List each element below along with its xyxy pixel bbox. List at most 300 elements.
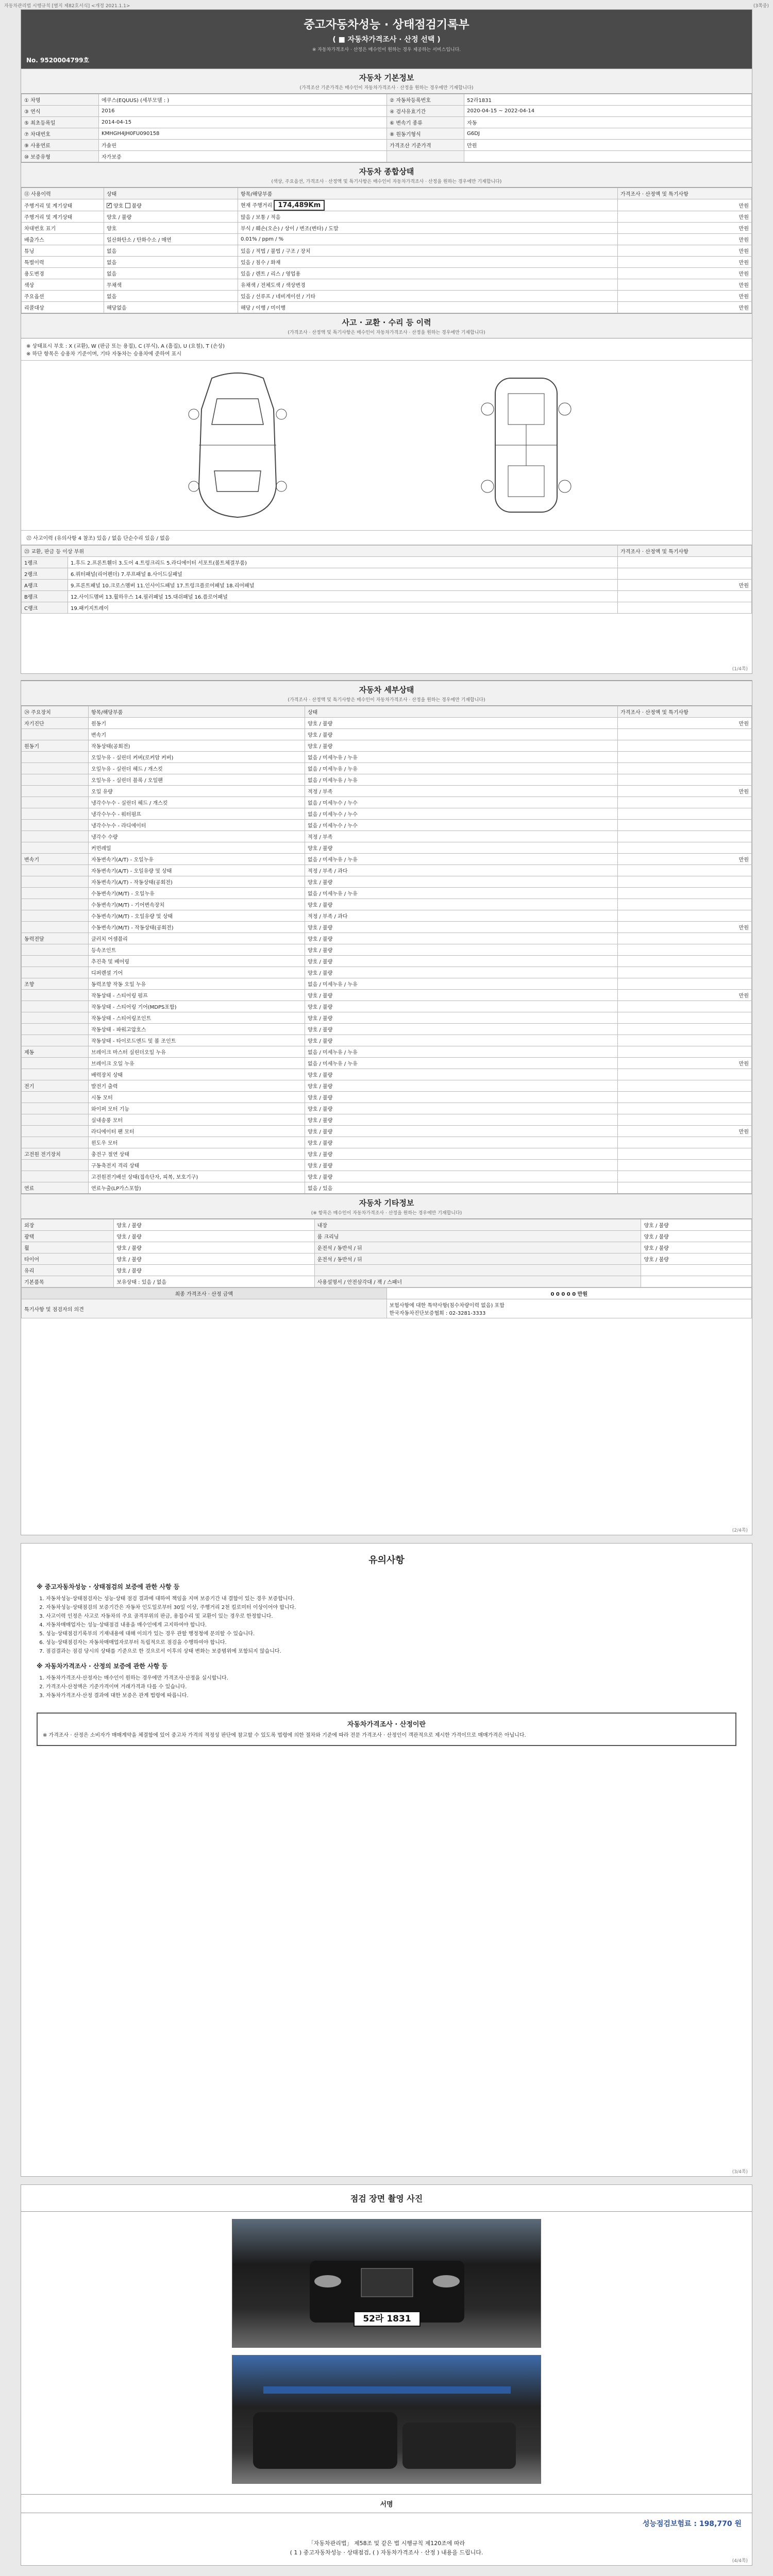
detail-part: 작동상태 - 스티어링 펌프 <box>89 990 305 1001</box>
detail-price <box>618 1035 752 1046</box>
detail-state: 양호 / 불량 <box>305 729 618 740</box>
car-front-icon <box>232 2219 541 2348</box>
detail-state: 양호 / 불량 <box>305 1126 618 1137</box>
car-frame-icon <box>464 368 588 522</box>
other-cell-v: 양호 / 불량 <box>114 1253 314 1265</box>
detail-row <box>22 1012 752 1024</box>
detail-row <box>22 718 752 729</box>
closing-line-1: 「자동차관리법」 제58조 및 같은 법 시행규칙 제120조에 따라 <box>308 2540 465 2547</box>
detail-system: 고전원 전기장치 <box>22 1148 89 1160</box>
detail-part: 오일 유량 <box>89 786 305 797</box>
accident-sub: (가격조사 · 산정액 및 특기사항은 매수인이 자동차가격조사 · 산정을 원하는 경우에만 기재합니다) <box>21 329 752 338</box>
basic-cell-k1: ⑤ 최초등록일 <box>22 117 99 128</box>
detail-system <box>22 865 89 876</box>
inspection-photo-front <box>232 2219 541 2348</box>
detail-part: 디퍼렌셜 기어 <box>89 967 305 978</box>
record-number: No. 9520004799호 <box>26 57 90 64</box>
detail-part: 충전구 절연 상태 <box>89 1148 305 1160</box>
detail-state: 양호 / 불량 <box>305 1035 618 1046</box>
detail-price <box>618 729 752 740</box>
detail-row <box>22 752 752 763</box>
summary-row <box>22 257 752 268</box>
parts-rank: B랭크 <box>22 591 68 602</box>
car-rear-icon <box>232 2355 541 2484</box>
detail-state: 양호 / 불량 <box>305 1092 618 1103</box>
detail-system <box>22 763 89 774</box>
detail-row <box>22 1114 752 1126</box>
summary-cell-item: 용도변경 <box>22 268 104 279</box>
summary-cell-detail: 있음 / 침수 / 화재 <box>238 257 618 268</box>
detail-system <box>22 1137 89 1148</box>
final-price-table <box>21 1287 752 1318</box>
detail-system <box>22 922 89 933</box>
summary-table <box>21 188 752 313</box>
detail-row <box>22 1069 752 1080</box>
summary-cell-state: 양호 <box>104 223 238 234</box>
basic-row <box>22 151 752 162</box>
detail-table <box>21 706 752 1194</box>
other-cell-v: 양호 / 불량 <box>114 1265 314 1276</box>
detail-state: 양호 / 불량 <box>305 1080 618 1092</box>
detail-part: 오일누유 - 실린더 헤드 / 개스킷 <box>89 763 305 774</box>
parts-row <box>22 568 752 580</box>
mileage-item: 주행거리 및 계기상태 <box>22 199 104 211</box>
detail-state: 없음 / 미세누유 / 누유 <box>305 774 618 786</box>
basic-title: 자동차 기본정보 <box>21 69 752 84</box>
detail-state: 양호 / 불량 <box>305 740 618 752</box>
basic-cell-k1: ⑨ 사용연료 <box>22 140 99 151</box>
detail-row <box>22 1092 752 1103</box>
detail-price <box>618 1148 752 1160</box>
detail-row <box>22 933 752 944</box>
other-title: 자동차 기타정보 <box>21 1194 752 1209</box>
detail-system <box>22 1035 89 1046</box>
detail-price <box>618 944 752 956</box>
detail-system <box>22 797 89 808</box>
detail-part: 냉각수누수 - 라디에이터 <box>89 820 305 831</box>
detail-price <box>618 876 752 888</box>
detail-row <box>22 729 752 740</box>
detail-part: 발전기 출력 <box>89 1080 305 1092</box>
summary-cell-state: 없음 <box>104 257 238 268</box>
summary-row <box>22 223 752 234</box>
basic-cell-k1: ⑦ 차대번호 <box>22 128 99 140</box>
detail-row <box>22 1080 752 1092</box>
detail-row <box>22 854 752 865</box>
other-row <box>22 1276 752 1287</box>
detail-state: 양호 / 불량 <box>305 1171 618 1182</box>
detail-part: 연료누출(LP가스포함) <box>89 1182 305 1194</box>
other-cell-k2 <box>314 1265 641 1276</box>
notice-item: 2. 가격조사·산정액은 기준가격이며 거래가격과 다를 수 있습니다. <box>46 1683 736 1691</box>
notice-item: 2. 자동차성능·상태점검의 보증기간은 자동차 인도일로부터 30일 이상, 주행거리 2천 킬로미터 이상이어야 합니다. <box>46 1603 736 1612</box>
detail-system: 연료 <box>22 1182 89 1194</box>
detail-row <box>22 922 752 933</box>
detail-system <box>22 1092 89 1103</box>
detail-state: 적정 / 부족 <box>305 831 618 842</box>
basic-cell-v2: G6DJ <box>464 128 752 140</box>
summary-cell-price: 만원 <box>618 302 752 313</box>
detail-state: 양호 / 불량 <box>305 922 618 933</box>
detail-state: 양호 / 불량 <box>305 1114 618 1126</box>
basic-cell-k2: ④ 검사유효기간 <box>387 106 464 117</box>
detail-price <box>618 1024 752 1035</box>
detail-state: 양호 / 불량 <box>305 967 618 978</box>
other-cell-v2 <box>641 1276 752 1287</box>
detail-price <box>618 1069 752 1080</box>
closing-statement <box>21 2534 752 2563</box>
summary-header-1: ⑪ 사용이력 <box>22 188 104 199</box>
detail-row <box>22 1024 752 1035</box>
detail-system <box>22 899 89 910</box>
detail-price: 만원 <box>618 1058 752 1069</box>
parts-rank: C랭크 <box>22 602 68 614</box>
summary-row <box>22 268 752 279</box>
detail-state: 없음 / 미세누유 / 누유 <box>305 752 618 763</box>
detail-state: 양호 / 불량 <box>305 876 618 888</box>
other-cell-v2: 양호 / 불량 <box>641 1242 752 1253</box>
detail-state: 적정 / 부족 / 과다 <box>305 865 618 876</box>
inspection-photo-rear <box>232 2355 541 2484</box>
other-cell-k2: 사용설명서 / 안전삼각대 / 잭 / 스패너 <box>314 1276 641 1287</box>
detail-price <box>618 1046 752 1058</box>
summary-sub: (색상, 주요옵션, 가격조사 · 산정액 및 특기사항은 매수인이 자동차가격조사 · 산정을 원하는 경우에만 기재합니다) <box>21 178 752 188</box>
parts-price <box>618 602 752 614</box>
summary-cell-item: 주행거리 및 계기상태 <box>22 211 104 223</box>
detail-system: 동력전달 <box>22 933 89 944</box>
detail-part: 수동변속기(M/T) - 기어변속장치 <box>89 899 305 910</box>
mileage-row <box>22 199 752 211</box>
special-text: 보험사항에 대한 특약사항(침수차량이력 없음) 포함 <box>389 1303 505 1309</box>
legend-symbols: ※ 상태표시 부호 : X (교환), W (판금 또는 용접), C (부식), A (흠집), U (요철), T (손상) <box>26 344 225 349</box>
detail-state: 양호 / 불량 <box>305 1137 618 1148</box>
detail-state: 없음 / 미세누유 / 누유 <box>305 854 618 865</box>
summary-title: 자동차 종합상태 <box>21 162 752 178</box>
basic-cell-k2: ⑧ 원동기형식 <box>387 128 464 140</box>
summary-header-2: 상태 <box>104 188 238 199</box>
detail-price: 만원 <box>618 786 752 797</box>
detail-part: 변속기 <box>89 729 305 740</box>
detail-price <box>618 865 752 876</box>
detail-price: 만원 <box>618 854 752 865</box>
detail-row <box>22 956 752 967</box>
detail-part: 와이퍼 모터 기능 <box>89 1103 305 1114</box>
detail-price <box>618 831 752 842</box>
detail-system: 제동 <box>22 1046 89 1058</box>
special-contact: 한국자동차진단보증협회 : 02-3281-3333 <box>389 1311 486 1316</box>
basic-cell-v1: 자가보증 <box>99 151 387 162</box>
detail-system <box>22 1171 89 1182</box>
detail-sub: (가격조사 · 산정액 및 특기사항은 매수인이 자동차가격조사 · 산정을 원하는 경우에만 기재합니다) <box>21 696 752 706</box>
detail-row <box>22 888 752 899</box>
summary-row <box>22 245 752 257</box>
license-plate: 52라 1831 <box>354 2311 421 2327</box>
special-label: 특기사항 및 점검자의 의견 <box>22 1299 387 1318</box>
detail-part: 추진축 및 베어링 <box>89 956 305 967</box>
notice-item: 1. 자동차성능·상태점검자는 성능·상태 점검 결과에 대하여 책임을 지며 보증기간 내 결함이 있는 경우 보증합니다. <box>46 1595 736 1603</box>
other-cell-k2: 운전석 / 동반석 / 뒤 <box>314 1253 641 1265</box>
other-cell-v: 보유상태 : 있음 / 없음 <box>114 1276 314 1287</box>
summary-cell-price: 만원 <box>618 257 752 268</box>
detail-state: 양호 / 불량 <box>305 842 618 854</box>
basic-cell-v1: 2016 <box>99 106 387 117</box>
other-cell-v: 양호 / 불량 <box>114 1219 314 1231</box>
photos-title: 점검 장면 촬영 사진 <box>21 2185 752 2212</box>
parts-items: 9.프론트패널 10.크로스멤버 11.인사이드패널 17.트렁크플로어패널 18.리어패널 <box>68 580 618 591</box>
detail-part: 작동상태 - 스티어링조인트 <box>89 1012 305 1024</box>
detail-system <box>22 831 89 842</box>
detail-system <box>22 774 89 786</box>
summary-cell-detail: 있음 / 렌트 / 리스 / 영업용 <box>238 268 618 279</box>
parts-price: 만원 <box>618 580 752 591</box>
summary-row <box>22 234 752 245</box>
banner-note: ※ 자동차가격조사 · 산정은 매수인이 원하는 경우 제공하는 서비스입니다. <box>312 47 461 53</box>
detail-state: 양호 / 불량 <box>305 944 618 956</box>
detail-system <box>22 944 89 956</box>
sign-label: 서명 <box>380 2501 393 2509</box>
parts-price <box>618 568 752 580</box>
summary-cell-state: 무채색 <box>104 279 238 291</box>
detail-system <box>22 888 89 899</box>
parts-title: ㉓ 교환, 판금 등 이상 부위 <box>22 546 618 557</box>
detail-state: 없음 / 미세누유 / 누유 <box>305 888 618 899</box>
notice-item: 3. 사고이력 인정은 사고로 자동차의 주요 골격부위의 판금, 용접수리 및 교환이 있는 경우로 한정합니다. <box>46 1612 736 1621</box>
sheet-mark: (2/4쪽) <box>732 1528 748 1533</box>
detail-part: 라디에이터 팬 모터 <box>89 1126 305 1137</box>
accident-legend <box>21 338 752 361</box>
detail-part: 브레이크 마스터 실린더오일 누유 <box>89 1046 305 1058</box>
summary-cell-price: 만원 <box>618 234 752 245</box>
car-diagram <box>21 361 752 531</box>
detail-price: 만원 <box>618 1126 752 1137</box>
other-cell-k2: 운전석 / 동반석 / 뒤 <box>314 1242 641 1253</box>
detail-state: 적정 / 부족 <box>305 786 618 797</box>
detail-part: 동력조향 작동 오일 누유 <box>89 978 305 990</box>
notice-heading-1: ※ 중고자동차성능 · 상태점검의 보증에 관한 사항 등 <box>37 1583 180 1590</box>
summary-cell-price: 만원 <box>618 268 752 279</box>
detail-row <box>22 1171 752 1182</box>
detail-system: 자기진단 <box>22 718 89 729</box>
summary-cell-price: 만원 <box>618 211 752 223</box>
detail-price <box>618 910 752 922</box>
detail-system <box>22 1114 89 1126</box>
sheet-photos <box>21 2184 752 2566</box>
summary-cell-state: 해당없음 <box>104 302 238 313</box>
basic-sub: (가격조산 기준가격은 매수인이 자동차가격조사 · 산정을 원하는 경우에만 기재합니다) <box>21 84 752 94</box>
detail-row <box>22 944 752 956</box>
detail-state: 없음 / 있음 <box>305 1182 618 1194</box>
detail-part: 시동 모터 <box>89 1092 305 1103</box>
basic-cell-v1: 가솔린 <box>99 140 387 151</box>
detail-system <box>22 967 89 978</box>
basic-cell-v2: 52라1831 <box>464 94 752 106</box>
detail-row <box>22 1035 752 1046</box>
closing-line-2: ( 1 ) 중고자동차성능 · 상태점검, ( ) 자동차가격조사 · 산정 ) 내용을 드립니다. <box>290 2549 483 2556</box>
detail-system <box>22 820 89 831</box>
basic-cell-k2: ② 자동차등록번호 <box>387 94 464 106</box>
form-reference: 자동차관리법 시행규칙 [별지 제82호서식] <개정 2021.1.1> <box>4 4 130 9</box>
detail-state: 없음 / 미세누유 / 누유 <box>305 978 618 990</box>
summary-cell-detail: 해당 / 이행 / 미이행 <box>238 302 618 313</box>
basic-row <box>22 94 752 106</box>
detail-price <box>618 752 752 763</box>
other-table <box>21 1219 752 1287</box>
detail-price <box>618 1182 752 1194</box>
other-row <box>22 1231 752 1242</box>
detail-system: 원동기 <box>22 740 89 752</box>
detail-system <box>22 1126 89 1137</box>
other-sub: (※ 항목은 매수인이 자동차가격조사 · 산정을 원하는 경우에만 기재합니다) <box>21 1209 752 1219</box>
detail-part: 배력장치 상태 <box>89 1069 305 1080</box>
detail-price <box>618 797 752 808</box>
detail-price <box>618 933 752 944</box>
parts-price <box>618 591 752 602</box>
basic-cell-v2: 2020-04-15 ~ 2022-04-14 <box>464 106 752 117</box>
check-icon <box>107 203 112 208</box>
detail-system <box>22 1012 89 1024</box>
detail-row <box>22 899 752 910</box>
summary-row <box>22 279 752 291</box>
other-cell-v: 양호 / 불량 <box>114 1242 314 1253</box>
detail-price <box>618 888 752 899</box>
basic-row <box>22 106 752 117</box>
document-subtitle: ( ■ 자동차가격조사 · 산정 선택 ) <box>332 36 441 44</box>
detail-state: 없음 / 미세누수 / 누수 <box>305 797 618 808</box>
detail-state: 없음 / 미세누수 / 누수 <box>305 820 618 831</box>
other-cell-k2: 룸 크리닝 <box>314 1231 641 1242</box>
detail-row <box>22 842 752 854</box>
parts-row <box>22 591 752 602</box>
basic-cell-v1: 에쿠스(EQUUS) (세부모델 : ) <box>99 94 387 106</box>
basic-row <box>22 128 752 140</box>
parts-row <box>22 580 752 591</box>
parts-row <box>22 557 752 568</box>
summary-cell-state: 없음 <box>104 268 238 279</box>
detail-price <box>618 1160 752 1171</box>
detail-row <box>22 978 752 990</box>
detail-price <box>618 899 752 910</box>
detail-price <box>618 1114 752 1126</box>
mileage-price: 만원 <box>618 199 752 211</box>
basic-cell-v1: KMHGH4JH0FU090158 <box>99 128 387 140</box>
page-counter: (3쪽중) <box>753 4 769 9</box>
detail-price: 만원 <box>618 718 752 729</box>
summary-cell-item: 주요옵션 <box>22 291 104 302</box>
detail-part: 실내송풍 모터 <box>89 1114 305 1126</box>
detail-price <box>618 1080 752 1092</box>
detail-system <box>22 990 89 1001</box>
parts-rank: A랭크 <box>22 580 68 591</box>
notice-item: 4. 자동차매매업자는 성능·상태점검 내용을 매수인에게 고지하여야 합니다. <box>46 1621 736 1630</box>
parts-price <box>618 557 752 568</box>
sheet-mark: (1/4쪽) <box>732 667 748 672</box>
detail-part: 작동상태 - 스티어링 기어(MDPS포함) <box>89 1001 305 1012</box>
other-cell-k: 휠 <box>22 1242 114 1253</box>
basic-cell-k1: ③ 연식 <box>22 106 99 117</box>
detail-row <box>22 797 752 808</box>
detail-system <box>22 910 89 922</box>
summary-cell-detail: 유채색 / 전체도색 / 색상변경 <box>238 279 618 291</box>
mileage-label: 현재 주행거리 <box>241 203 273 209</box>
sheet-mark: (3/4쪽) <box>732 2170 748 2175</box>
notice-list-2 <box>46 1674 736 1700</box>
detail-row <box>22 763 752 774</box>
detail-part: 자동변속기(A/T) - 오일유량 및 상태 <box>89 865 305 876</box>
detail-part: 냉각수누수 - 실린더 헤드 / 개스킷 <box>89 797 305 808</box>
detail-price <box>618 740 752 752</box>
detail-system <box>22 786 89 797</box>
detail-row <box>22 1182 752 1194</box>
detail-state: 없음 / 미세누유 / 누유 <box>305 763 618 774</box>
detail-system <box>22 1058 89 1069</box>
detail-system <box>22 729 89 740</box>
detail-system <box>22 1103 89 1114</box>
detail-part: 자동변속기(A/T) - 작동상태(공회전) <box>89 876 305 888</box>
detail-part: 등속조인트 <box>89 944 305 956</box>
notice-item: 1. 자동차가격조사·산정자는 매수인이 원하는 경우에만 가격조사·산정을 실시합니다. <box>46 1674 736 1683</box>
detail-row <box>22 967 752 978</box>
detail-price <box>618 1171 752 1182</box>
accident-title: 사고 · 교환 · 수리 등 이력 <box>21 313 752 329</box>
detail-row <box>22 865 752 876</box>
detail-row <box>22 990 752 1001</box>
detail-part: 오일누유 - 실린더 블록 / 오일팬 <box>89 774 305 786</box>
sheet-mark: (4/4쪽) <box>732 2558 748 2564</box>
detail-row <box>22 1126 752 1137</box>
detail-part: 원동기 <box>89 718 305 729</box>
detail-header-3: 상태 <box>305 706 618 718</box>
detail-price <box>618 1092 752 1103</box>
detail-part: 고전원전기배선 상태(접속단자, 피복, 보호기구) <box>89 1171 305 1182</box>
detail-state: 없음 / 미세누유 / 누유 <box>305 1046 618 1058</box>
detail-state: 양호 / 불량 <box>305 1024 618 1035</box>
detail-state: 없음 / 미세누수 / 누수 <box>305 808 618 820</box>
summary-cell-state: 없음 <box>104 291 238 302</box>
detail-state: 양호 / 불량 <box>305 1069 618 1080</box>
detail-row <box>22 1058 752 1069</box>
detail-row <box>22 820 752 831</box>
detail-state: 양호 / 불량 <box>305 718 618 729</box>
detail-price <box>618 1137 752 1148</box>
detail-row <box>22 1160 752 1171</box>
summary-row <box>22 291 752 302</box>
detail-system <box>22 842 89 854</box>
summary-cell-price: 만원 <box>618 279 752 291</box>
summary-row <box>22 211 752 223</box>
detail-system <box>22 956 89 967</box>
other-cell-k: 유리 <box>22 1265 114 1276</box>
mileage-state: ✓ 양호 불량 <box>104 199 238 211</box>
detail-state: 양호 / 불량 <box>305 899 618 910</box>
summary-cell-state: 양호 / 불량 <box>104 211 238 223</box>
summary-cell-item: 특별이력 <box>22 257 104 268</box>
basic-cell-k2: 가격조산 기준가격 <box>387 140 464 151</box>
notice-item: 5. 성능·상태점검기록부의 기재내용에 대해 이의가 있는 경우 관할 행정청에 문의할 수 있습니다. <box>46 1630 736 1638</box>
detail-part: 윈도우 모터 <box>89 1137 305 1148</box>
detail-state: 양호 / 불량 <box>305 1001 618 1012</box>
basic-cell-k1: ① 차명 <box>22 94 99 106</box>
car-outline-front <box>176 368 299 522</box>
accident-history-row: ㉒ 사고이력 (유의사항 4 참조) 있음 / 없음 단순수리 있음 / 없음 <box>21 531 752 545</box>
mileage-detail <box>238 199 618 211</box>
document-title: 중고자동차성능 · 상태점검기록부 <box>304 19 469 31</box>
summary-row <box>22 302 752 313</box>
sheet-basic-info <box>21 9 752 674</box>
detail-state: 양호 / 불량 <box>305 990 618 1001</box>
detail-header-4: 가격조사 · 산정액 및 특기사항 <box>618 706 752 718</box>
detail-price <box>618 763 752 774</box>
detail-system <box>22 1069 89 1080</box>
